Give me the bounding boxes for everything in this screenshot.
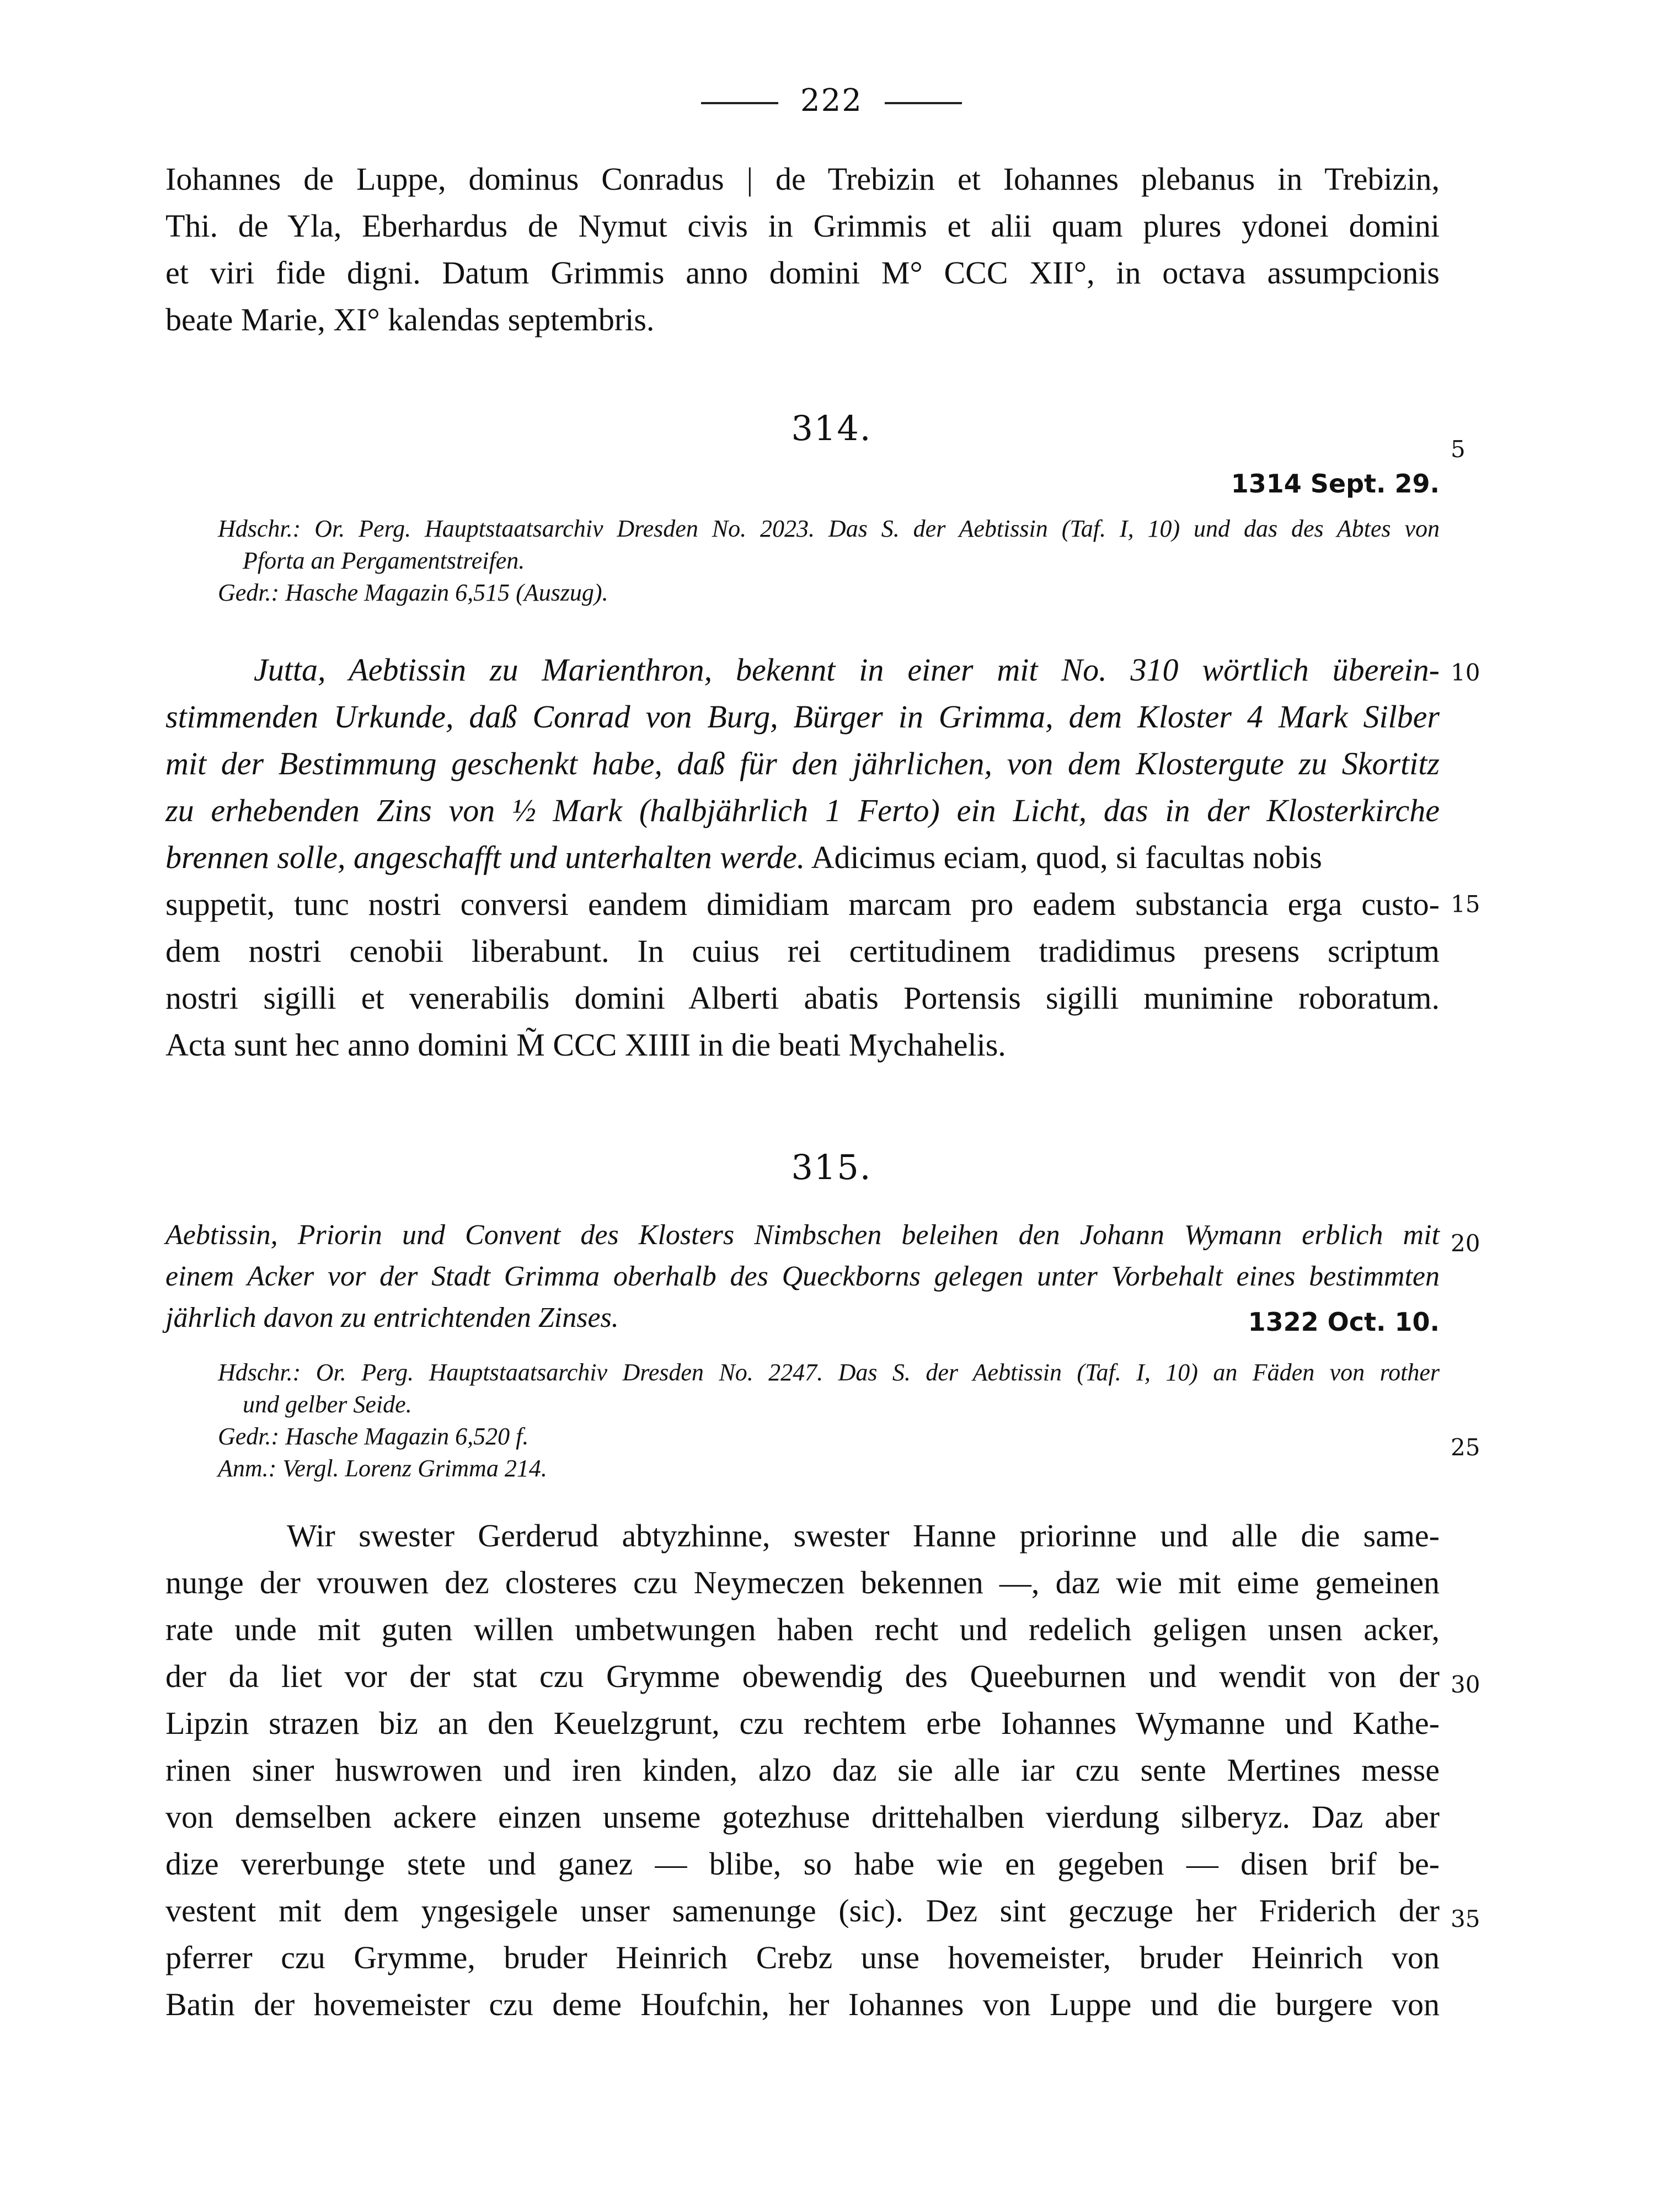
doc314-number: 314. — [791, 408, 872, 448]
page-number-dash-left — [701, 102, 778, 104]
doc315-body-4: der da liet vor der stat czu Grymme obewendig des Queeburnen und wendit von der — [165, 1658, 1440, 1694]
doc315-date: 1322 Oct. 10. — [1248, 1307, 1440, 1337]
doc314-body-2: stimmenden Urkunde, daß Conrad von Burg, Bürger in Grimma, dem Kloster 4 Mark Silber — [165, 699, 1440, 735]
doc315-body-1: Wir swester Gerderud abtyzhinne, swester Hanne priorinne und alle die same- — [287, 1518, 1440, 1554]
doc314-body-5-roman: Adicimus eciam, quod, si facultas nobis — [805, 839, 1322, 875]
margin-number-15: 15 — [1451, 891, 1480, 918]
top-line-2: Thi. de Yla, Eberhardus de Nymut civis in Grimmis et alii quam plures ydonei domini — [165, 208, 1440, 244]
doc315-body-10: pferrer czu Grymme, bruder Heinrich Crebz unse hovemeister, bruder Heinrich von — [165, 1940, 1440, 1975]
doc315-body-3: rate unde mit guten willen umbetwungen haben recht und redelich geligen unsen acker, — [165, 1611, 1440, 1647]
page-number — [0, 83, 1663, 119]
margin-number-30: 30 — [1451, 1671, 1480, 1698]
doc314-body-5-italic: brennen solle, angeschafft und unterhalten werde. — [165, 839, 805, 875]
doc315-note-4: Anm.: Vergl. Lorenz Grimma 214. — [218, 1455, 547, 1482]
doc314-note-3: Gedr.: Hasche Magazin 6,515 (Auszug). — [218, 579, 608, 606]
top-line-1: Iohannes de Luppe, dominus Conradus | de Trebizin et Iohannes plebanus in Trebizin, — [165, 161, 1440, 197]
margin-number-35: 35 — [1451, 1905, 1480, 1932]
doc315-body-2: nunge der vrouwen dez closteres czu Neymeczen bekennen —, daz wie mit eime gemeinen — [165, 1565, 1440, 1600]
doc314-body-5 — [165, 835, 1440, 880]
doc314-body-9: Acta sunt hec anno domini M̃ CCC XIIII in die beati Mychahelis. — [165, 1027, 1006, 1063]
doc315-note-1: Hdschr.: Or. Perg. Hauptstaatsarchiv Dresden No. 2247. Das S. der Aebtissin (Taf. I, 10) an Fäden von rother — [218, 1359, 1440, 1386]
doc314-body-7: dem nostri cenobii liberabunt. In cuius rei certitudinem tradidimus presens scriptum — [165, 933, 1440, 969]
doc314-body-8: nostri sigilli et venerabilis domini Alberti abatis Portensis sigilli munimine roboratum. — [165, 980, 1440, 1016]
page-number-text: 222 — [800, 83, 863, 119]
doc315-regest-1: Aebtissin, Priorin und Convent des Klosters Nimbschen beleihen den Johann Wymann erblich mit — [165, 1219, 1440, 1251]
margin-number-10: 10 — [1451, 659, 1480, 686]
doc315-body-9: vestent mit dem yngesigele unser samenunge (sic). Dez sint geczuge her Friderich der — [165, 1893, 1440, 1929]
doc314-date: 1314 Sept. 29. — [1231, 469, 1440, 499]
doc315-regest-3: jährlich davon zu entrichtenden Zinses. — [165, 1302, 619, 1333]
doc314-body-4: zu erhebenden Zins von ½ Mark (halbjährlich 1 Ferto) ein Licht, das in der Klosterkirche — [165, 792, 1440, 828]
doc315-note-2: und gelber Seide. — [243, 1391, 412, 1418]
top-line-3: et viri fide digni. Datum Grimmis anno domini M° CCC XII°, in octava assumpcionis — [165, 255, 1440, 291]
doc315-note-3: Gedr.: Hasche Magazin 6,520 f. — [218, 1423, 529, 1450]
doc315-body-6: rinen siner huswrowen und iren kinden, alzo daz sie alle iar czu sente Mertines messe — [165, 1752, 1440, 1788]
margin-number-25: 25 — [1451, 1434, 1480, 1461]
doc314-note-2: Pforta an Pergamentstreifen. — [243, 547, 525, 574]
margin-number-5: 5 — [1451, 436, 1466, 463]
top-line-4: beate Marie, XI° kalendas septembris. — [165, 302, 655, 338]
doc315-body-8: dize vererbunge stete und ganez — blibe, so habe wie en gegeben — disen brif be- — [165, 1846, 1440, 1882]
doc315-regest-2: einem Acker vor der Stadt Grimma oberhalb des Queckborns gelegen unter Vorbehalt eines bestimmten — [165, 1261, 1440, 1292]
doc314-body-3: mit der Bestimmung geschenkt habe, daß für den jährlichen, von dem Klostergute zu Skortitz — [165, 746, 1440, 781]
doc315-body-7: von demselben ackere einzen unseme gotezhuse drittehalben vierdung silberyz. Daz aber — [165, 1799, 1440, 1835]
doc314-note-1: Hdschr.: Or. Perg. Hauptstaatsarchiv Dresden No. 2023. Das S. der Aebtissin (Taf. I, 10) und das des Abtes von — [218, 515, 1440, 542]
page-number-dash-right — [885, 102, 962, 104]
margin-number-20: 20 — [1451, 1230, 1480, 1257]
doc315-body-5: Lipzin strazen biz an den Keuelzgrunt, czu rechtem erbe Iohannes Wymanne und Kathe- — [165, 1705, 1440, 1741]
doc314-body-6: suppetit, tunc nostri conversi eandem dimidiam marcam pro eadem substancia erga custo- — [165, 886, 1440, 922]
doc315-number: 315. — [791, 1147, 872, 1187]
doc314-body-1: Jutta, Aebtissin zu Marienthron, bekennt in einer mit No. 310 wörtlich überein- — [254, 652, 1440, 688]
doc315-body-11: Batin der hovemeister czu deme Houfchin, her Iohannes von Luppe und die burgere von — [165, 1986, 1440, 2022]
